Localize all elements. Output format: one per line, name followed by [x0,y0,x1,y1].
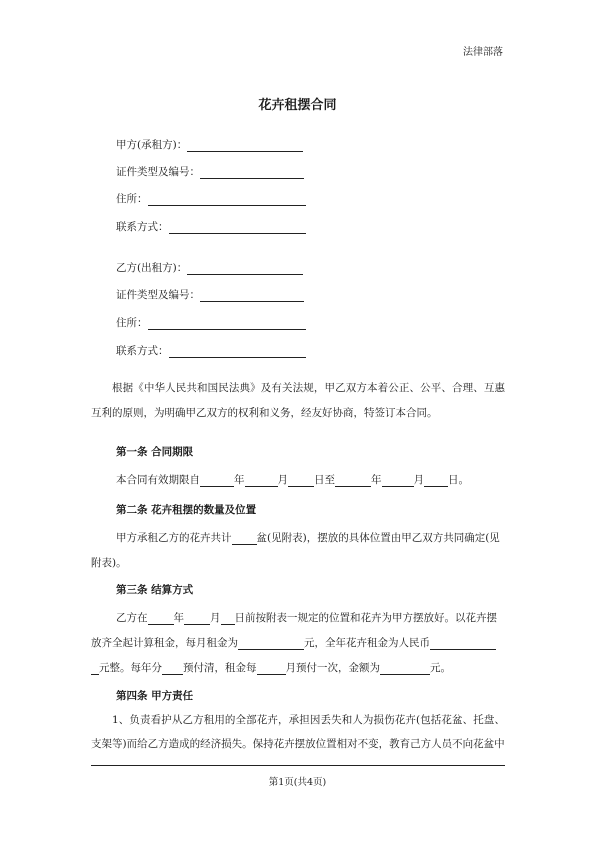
art1-text-5: 年 [371,474,382,486]
party-b-id-label: 证件类型及编号： [116,289,200,301]
art3-text-1b: 年 [173,612,184,624]
article-3-line-3 [91,660,451,675]
article-2-heading: 第二条 花卉租摆的数量及位置 [116,504,257,516]
article-4-text: 1、负责看护从乙方租用的全部花卉，承担因丢失和人为损伤花卉(包括花盆、托盘、支架等)而给乙方造成的经济损失。保持花卉摆放位置相对不变，教育己方人员不向花盆中 [91,714,505,750]
art1-blank-month-start [245,475,278,487]
party-b-name-blank [187,263,303,275]
art3-blank-installments [162,663,183,675]
art3-blank-month [184,613,210,625]
party-b-contact-blank [169,346,306,358]
article-1-heading: 第一条 合同期限 [116,446,194,458]
article-3-line-2 [91,635,496,650]
art3-blank-amount [380,663,430,675]
party-a-contact-label: 联系方式： [116,221,169,233]
intro-paragraph [91,376,505,426]
party-a-id-blank [200,167,304,179]
party-a-name-line [116,137,303,152]
art3-text-3c: 月预付一次，金额为 [285,662,380,674]
art3-blank-monthly-rent [238,638,304,650]
party-b-addr-blank [148,318,306,330]
party-b-addr-label: 住所： [116,317,148,329]
art2-text-2: 盆(见附表)，摆放的具体位置由甲乙双方共同确定(见 [256,532,500,544]
party-a-id-line [116,164,304,179]
footer-divider [91,765,505,766]
art3-text-1a: 乙方在 [116,612,148,624]
party-b-id-blank [200,290,304,302]
art1-blank-year-start [200,475,234,487]
art3-blank-interval [257,663,286,675]
art3-text-3a: 元整。每年分 [99,662,162,674]
article-2-line-1 [116,530,500,545]
page-number: 第1页(共4页) [268,777,327,788]
article-3-line-1 [116,610,497,625]
party-a-name-label: 甲方(承租方)： [116,139,188,151]
art1-blank-month-end [382,475,414,487]
article-4-paragraph [91,708,505,756]
art1-text-4: 日至 [314,474,335,486]
art3-text-1d: 日前按附表一规定的位置和花卉为甲方摆放好。以花卉摆 [234,612,497,624]
art1-blank-year-end [335,475,371,487]
art3-text-3d: 元。 [430,662,451,674]
party-a-addr-label: 住所： [116,193,148,205]
art1-text-7: 日。 [448,474,469,486]
party-a-contact-line [116,219,306,234]
party-b-name-label: 乙方(出租方)： [116,262,188,274]
art1-text-1: 本合同有效期限自 [116,474,200,486]
party-b-addr-line [116,315,306,330]
party-a-id-label: 证件类型及编号： [116,166,200,178]
art2-blank-count [232,533,257,545]
art3-text-1c: 月 [210,612,221,624]
party-b-contact-label: 联系方式： [116,345,169,357]
article-4-heading: 第四条 甲方责任 [116,690,194,702]
art3-blank-annual-rent-cont [91,663,99,675]
party-b-name-line [116,260,303,275]
art1-blank-day-end [424,475,448,487]
art1-text-3: 月 [277,474,288,486]
art3-text-2a: 放齐全起计算租金，每月租金为 [91,637,238,649]
article-3-heading: 第三条 结算方式 [116,584,194,596]
article-2-line-2: 附表)。 [91,557,127,569]
art2-text-1: 甲方承租乙方的花卉共计 [116,532,232,544]
art1-blank-day-start [288,475,314,487]
party-a-addr-line [116,191,306,206]
article-1-line [116,472,469,487]
art3-text-3b: 预付清，租金每 [183,662,257,674]
art3-blank-year [148,613,174,625]
party-a-name-blank [187,140,303,152]
art3-blank-day [221,613,235,625]
art3-text-2b: 元，全年花卉租金为人民币 [304,637,430,649]
art3-blank-annual-rent [430,638,496,650]
party-b-contact-line [116,343,306,358]
party-a-contact-blank [169,222,306,234]
party-a-addr-blank [148,194,306,206]
art1-text-2: 年 [234,474,245,486]
intro-text: 根据《中华人民共和国民法典》及有关法规，甲乙双方本着公正、公平、合理、互惠互利的原则，为明确甲乙双方的权利和义务，经友好协商，特签订本合同。 [91,382,505,419]
party-b-id-line [116,287,304,302]
art1-text-6: 月 [413,474,424,486]
header-brand: 法律部落 [463,47,503,58]
page-title: 花卉租摆合同 [258,98,337,113]
